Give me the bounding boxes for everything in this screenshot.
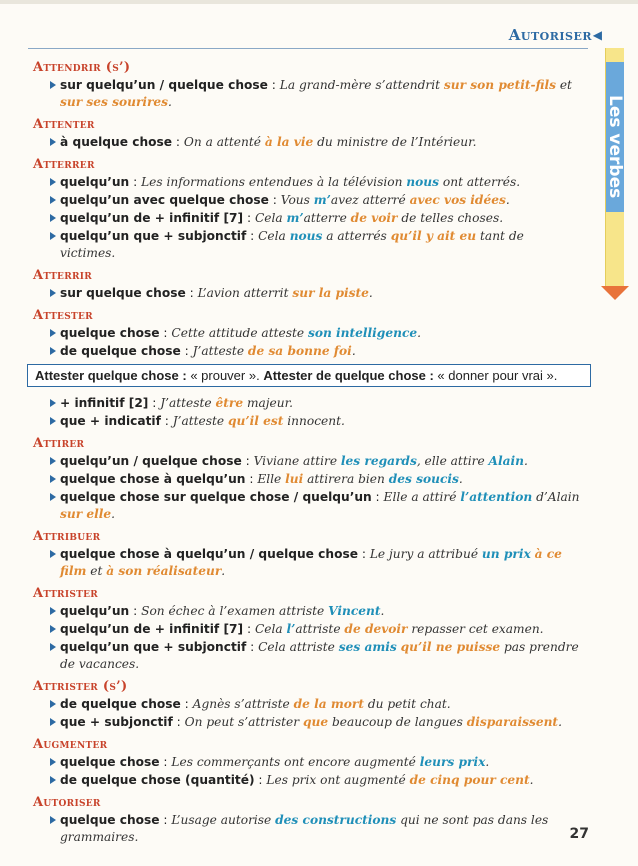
bullet-arrow-icon bbox=[50, 289, 56, 297]
example-highlight: son intelligence bbox=[307, 326, 418, 340]
page-number: 27 bbox=[569, 826, 589, 842]
pattern-separator: : bbox=[148, 396, 161, 410]
construction-pattern: quelqu’un bbox=[60, 604, 130, 618]
example-highlight: de la mort bbox=[293, 697, 364, 711]
pattern-separator: : bbox=[129, 604, 142, 618]
dictionary-entry bbox=[33, 60, 581, 111]
example-text: a atterrés bbox=[322, 229, 391, 243]
example-highlight: sur elle bbox=[60, 507, 112, 521]
example-text: Elle bbox=[257, 472, 286, 486]
usage-line bbox=[33, 714, 581, 731]
usage-line bbox=[33, 228, 581, 262]
pattern-separator: : bbox=[357, 547, 370, 561]
construction-pattern: sur quelque chose bbox=[60, 286, 186, 300]
pattern-separator: : bbox=[241, 454, 254, 468]
note-definition: « donner pour vrai ». bbox=[433, 368, 558, 383]
pattern-separator: : bbox=[172, 135, 184, 149]
bullet-arrow-icon bbox=[50, 196, 56, 204]
example-text: . bbox=[529, 773, 534, 787]
construction-pattern: quelqu’un avec quelque chose bbox=[60, 193, 269, 207]
usage-line bbox=[33, 210, 581, 227]
top-rule bbox=[28, 48, 588, 49]
pattern-separator: : bbox=[159, 813, 172, 827]
bullet-arrow-icon bbox=[50, 625, 56, 633]
example-highlight: de voir bbox=[350, 211, 398, 225]
example-text: et bbox=[86, 564, 107, 578]
example-highlight: des constructions bbox=[275, 813, 397, 827]
pattern-separator: : bbox=[159, 326, 172, 340]
example-highlight: sur ses sourires bbox=[60, 95, 169, 109]
bullet-arrow-icon bbox=[50, 81, 56, 89]
construction-pattern: quelque chose bbox=[60, 326, 160, 340]
example-text: atterre bbox=[303, 211, 351, 225]
example-text: J’atteste bbox=[192, 344, 248, 358]
usage-line bbox=[33, 546, 581, 580]
example-text: Les prix ont augmenté bbox=[266, 773, 410, 787]
dictionary-entry bbox=[33, 308, 581, 430]
usage-line bbox=[33, 395, 581, 412]
example-text: beaucoup de langues bbox=[328, 715, 467, 729]
bullet-arrow-icon bbox=[50, 214, 56, 222]
dictionary-entry bbox=[33, 795, 581, 846]
pattern-separator: : bbox=[243, 622, 255, 636]
example-text: Les commerçants ont encore augmenté bbox=[171, 755, 420, 769]
bullet-arrow-icon bbox=[50, 758, 56, 766]
construction-pattern: quelqu’un que + subjonctif bbox=[60, 229, 247, 243]
headword: Augmenter bbox=[33, 737, 108, 752]
example-text: Viviane attire bbox=[253, 454, 341, 468]
usage-line bbox=[33, 621, 581, 638]
example-text: L’usage autorise bbox=[171, 813, 276, 827]
construction-pattern: de quelque chose (quantité) bbox=[60, 773, 255, 787]
usage-line bbox=[33, 603, 581, 620]
example-highlight: à ce film bbox=[60, 547, 562, 578]
example-text: . bbox=[111, 507, 116, 521]
headword: Attendrir (s’) bbox=[33, 60, 131, 75]
example-text: . bbox=[417, 326, 421, 340]
example-highlight: de devoir bbox=[344, 622, 408, 636]
construction-pattern: + infinitif [2] bbox=[60, 396, 149, 410]
bullet-arrow-icon bbox=[50, 347, 56, 355]
usage-line bbox=[33, 754, 581, 771]
construction-pattern: quelqu’un de + infinitif [7] bbox=[60, 211, 244, 225]
bullet-arrow-icon bbox=[50, 232, 56, 240]
construction-pattern: quelque chose à quelqu’un bbox=[60, 472, 246, 486]
example-highlight: un prix bbox=[481, 547, 531, 561]
usage-line bbox=[33, 413, 581, 430]
page-top-edge bbox=[0, 0, 638, 4]
example-text: de telles choses. bbox=[397, 211, 504, 225]
construction-pattern: que + subjonctif bbox=[60, 715, 173, 729]
headword: Attenter bbox=[33, 117, 95, 132]
running-title-arrow-icon: ◀ bbox=[592, 28, 602, 42]
usage-line bbox=[33, 174, 581, 191]
pattern-separator: : bbox=[254, 773, 267, 787]
bullet-arrow-icon bbox=[50, 607, 56, 615]
dictionary-entry bbox=[33, 117, 581, 151]
bullet-arrow-icon bbox=[50, 776, 56, 784]
example-highlight: lui bbox=[285, 472, 304, 486]
example-highlight: leurs prix bbox=[419, 755, 486, 769]
headword: Atterrir bbox=[33, 268, 93, 283]
example-highlight: être bbox=[215, 396, 244, 410]
bullet-arrow-icon bbox=[50, 417, 56, 425]
bullet-arrow-icon bbox=[50, 178, 56, 186]
example-text: du petit chat. bbox=[363, 697, 451, 711]
example-text: Son échec à l’examen attriste bbox=[141, 604, 329, 618]
pattern-separator: : bbox=[185, 286, 198, 300]
example-text: . bbox=[221, 564, 226, 578]
example-text: . bbox=[380, 604, 385, 618]
example-text: avez atterré bbox=[330, 193, 410, 207]
dictionary-entry bbox=[33, 737, 581, 789]
construction-pattern: de quelque chose bbox=[60, 344, 181, 358]
usage-line bbox=[33, 285, 581, 302]
note-term: Attester quelque chose : bbox=[35, 368, 187, 383]
example-text: Agnès s’attriste bbox=[192, 697, 294, 711]
example-text: . bbox=[168, 95, 172, 109]
example-text: . bbox=[368, 286, 373, 300]
example-text: . bbox=[524, 454, 528, 468]
construction-pattern: quelqu’un bbox=[60, 175, 130, 189]
example-text: ont atterrés. bbox=[439, 175, 521, 189]
example-highlight: nous bbox=[406, 175, 440, 189]
usage-note-box bbox=[27, 364, 591, 387]
pattern-separator: : bbox=[243, 211, 255, 225]
example-text: d’Alain bbox=[532, 490, 580, 504]
dictionary-entry bbox=[33, 436, 581, 523]
example-text: du ministre de l’Intérieur. bbox=[313, 135, 477, 149]
example-text: attirera bien bbox=[303, 472, 389, 486]
example-highlight: de sa bonne foi bbox=[247, 344, 352, 358]
example-highlight: l’ bbox=[286, 622, 296, 636]
example-text: Le jury a attribué bbox=[369, 547, 482, 561]
pattern-separator: : bbox=[246, 640, 259, 654]
example-highlight: que bbox=[302, 715, 329, 729]
usage-line bbox=[33, 471, 581, 488]
usage-line bbox=[33, 192, 581, 209]
construction-pattern: quelque chose bbox=[60, 755, 160, 769]
example-text: Cette attitude atteste bbox=[171, 326, 308, 340]
usage-line bbox=[33, 772, 581, 789]
usage-line bbox=[33, 696, 581, 713]
example-highlight: l’attention bbox=[460, 490, 533, 504]
example-text: tant de victimes. bbox=[60, 229, 524, 260]
bullet-arrow-icon bbox=[50, 329, 56, 337]
dictionary-entry bbox=[33, 268, 581, 302]
headword: Atterrer bbox=[33, 157, 95, 172]
usage-line bbox=[33, 343, 581, 360]
example-text: innocent. bbox=[283, 414, 345, 428]
dictionary-entry bbox=[33, 586, 581, 673]
running-title: Autoriser bbox=[508, 26, 592, 44]
bullet-arrow-icon bbox=[50, 550, 56, 558]
example-text: pas prendre de vacances. bbox=[60, 640, 579, 671]
example-text: majeur. bbox=[243, 396, 293, 410]
example-text: On peut s’attrister bbox=[184, 715, 303, 729]
note-definition: « prouver ». bbox=[186, 368, 264, 383]
example-text: qui ne sont pas dans les grammaires. bbox=[60, 813, 549, 844]
example-text: et bbox=[555, 78, 572, 92]
bullet-arrow-icon bbox=[50, 457, 56, 465]
example-highlight: ses amis bbox=[338, 640, 397, 654]
construction-pattern: quelque chose à quelqu’un / quelque chose bbox=[60, 547, 358, 561]
example-text: , elle attire bbox=[416, 454, 489, 468]
example-highlight: Alain bbox=[488, 454, 525, 468]
note-term: Attester de quelque chose : bbox=[263, 368, 434, 383]
example-highlight: les regards bbox=[340, 454, 417, 468]
example-highlight: de cinq pour cent bbox=[409, 773, 530, 787]
pattern-separator: : bbox=[246, 229, 259, 243]
example-text: J’atteste bbox=[160, 396, 216, 410]
example-text: . bbox=[458, 472, 463, 486]
example-highlight: disparaissent bbox=[466, 715, 559, 729]
usage-line bbox=[33, 639, 581, 673]
bullet-arrow-icon bbox=[50, 816, 56, 824]
example-text: L’avion atterrit bbox=[197, 286, 293, 300]
usage-line bbox=[33, 325, 581, 342]
dictionary-entry bbox=[33, 679, 581, 731]
example-text: Cela bbox=[258, 229, 290, 243]
example-text: Les informations entendues à la télévision bbox=[141, 175, 407, 189]
example-text: Cela bbox=[254, 622, 287, 636]
pattern-separator: : bbox=[172, 715, 185, 729]
example-text: . bbox=[485, 755, 490, 769]
bullet-arrow-icon bbox=[50, 138, 56, 146]
pattern-separator: : bbox=[159, 755, 172, 769]
pattern-separator: : bbox=[245, 472, 258, 486]
bullet-arrow-icon bbox=[50, 475, 56, 483]
construction-pattern: quelqu’un de + infinitif [7] bbox=[60, 622, 244, 636]
bullet-arrow-icon bbox=[50, 718, 56, 726]
example-highlight: des soucis bbox=[388, 472, 459, 486]
bullet-arrow-icon bbox=[50, 493, 56, 501]
headword: Attrister (s’) bbox=[33, 679, 128, 694]
pattern-separator: : bbox=[180, 344, 193, 358]
pattern-separator: : bbox=[267, 78, 280, 92]
headword: Attribuer bbox=[33, 529, 101, 544]
dictionary-entry bbox=[33, 529, 581, 580]
example-highlight: sur son petit-fils bbox=[443, 78, 556, 92]
example-text: Vous bbox=[280, 193, 314, 207]
pattern-separator: : bbox=[180, 697, 193, 711]
construction-pattern: quelque chose bbox=[60, 813, 160, 827]
construction-pattern: quelqu’un que + subjonctif bbox=[60, 640, 247, 654]
example-highlight: avec vos idées bbox=[409, 193, 506, 207]
headword: Attrister bbox=[33, 586, 99, 601]
side-tab-triangle-icon bbox=[601, 286, 629, 300]
dictionary-content bbox=[33, 60, 581, 852]
headword: Attirer bbox=[33, 436, 85, 451]
example-highlight: à la vie bbox=[264, 135, 314, 149]
construction-pattern: sur quelqu’un / quelque chose bbox=[60, 78, 268, 92]
example-text: J’atteste bbox=[172, 414, 229, 428]
pattern-separator: : bbox=[268, 193, 281, 207]
usage-line bbox=[33, 453, 581, 470]
bullet-arrow-icon bbox=[50, 399, 56, 407]
example-text: Cela bbox=[254, 211, 287, 225]
headword: Autoriser bbox=[33, 795, 101, 810]
usage-line bbox=[33, 489, 581, 523]
usage-line bbox=[33, 77, 581, 111]
example-text: La grand-mère s’attendrit bbox=[279, 78, 444, 92]
example-highlight: nous bbox=[289, 229, 323, 243]
construction-pattern: quelque chose sur quelque chose / quelqu’un bbox=[60, 490, 372, 504]
example-text: Elle a attiré bbox=[383, 490, 461, 504]
example-text: repasser cet examen. bbox=[407, 622, 544, 636]
example-text: . bbox=[351, 344, 356, 358]
pattern-separator: : bbox=[160, 414, 173, 428]
example-text: On a attenté bbox=[183, 135, 265, 149]
example-highlight: à son réalisateur bbox=[106, 564, 222, 578]
side-tab-label: Les verbes bbox=[605, 95, 625, 199]
example-text: Cela attriste bbox=[258, 640, 339, 654]
example-text: . bbox=[505, 193, 510, 207]
bullet-arrow-icon bbox=[50, 700, 56, 708]
example-text: . bbox=[558, 715, 562, 729]
construction-pattern: à quelque chose bbox=[60, 135, 173, 149]
pattern-separator: : bbox=[129, 175, 142, 189]
example-highlight: Vincent bbox=[328, 604, 381, 618]
construction-pattern: de quelque chose bbox=[60, 697, 181, 711]
example-highlight: sur la piste bbox=[292, 286, 369, 300]
usage-line bbox=[33, 812, 581, 846]
usage-line bbox=[33, 134, 581, 151]
headword: Attester bbox=[33, 308, 93, 323]
example-highlight: qu’il y ait eu bbox=[390, 229, 477, 243]
example-highlight: m’ bbox=[313, 193, 331, 207]
example-highlight: m’ bbox=[286, 211, 304, 225]
dictionary-entry bbox=[33, 157, 581, 262]
bullet-arrow-icon bbox=[50, 643, 56, 651]
example-highlight: qu’il ne puisse bbox=[400, 640, 501, 654]
construction-pattern: que + indicatif bbox=[60, 414, 161, 428]
construction-pattern: quelqu’un / quelque chose bbox=[60, 454, 242, 468]
pattern-separator: : bbox=[371, 490, 384, 504]
example-highlight: qu’il est bbox=[228, 414, 284, 428]
example-text: attriste bbox=[295, 622, 345, 636]
